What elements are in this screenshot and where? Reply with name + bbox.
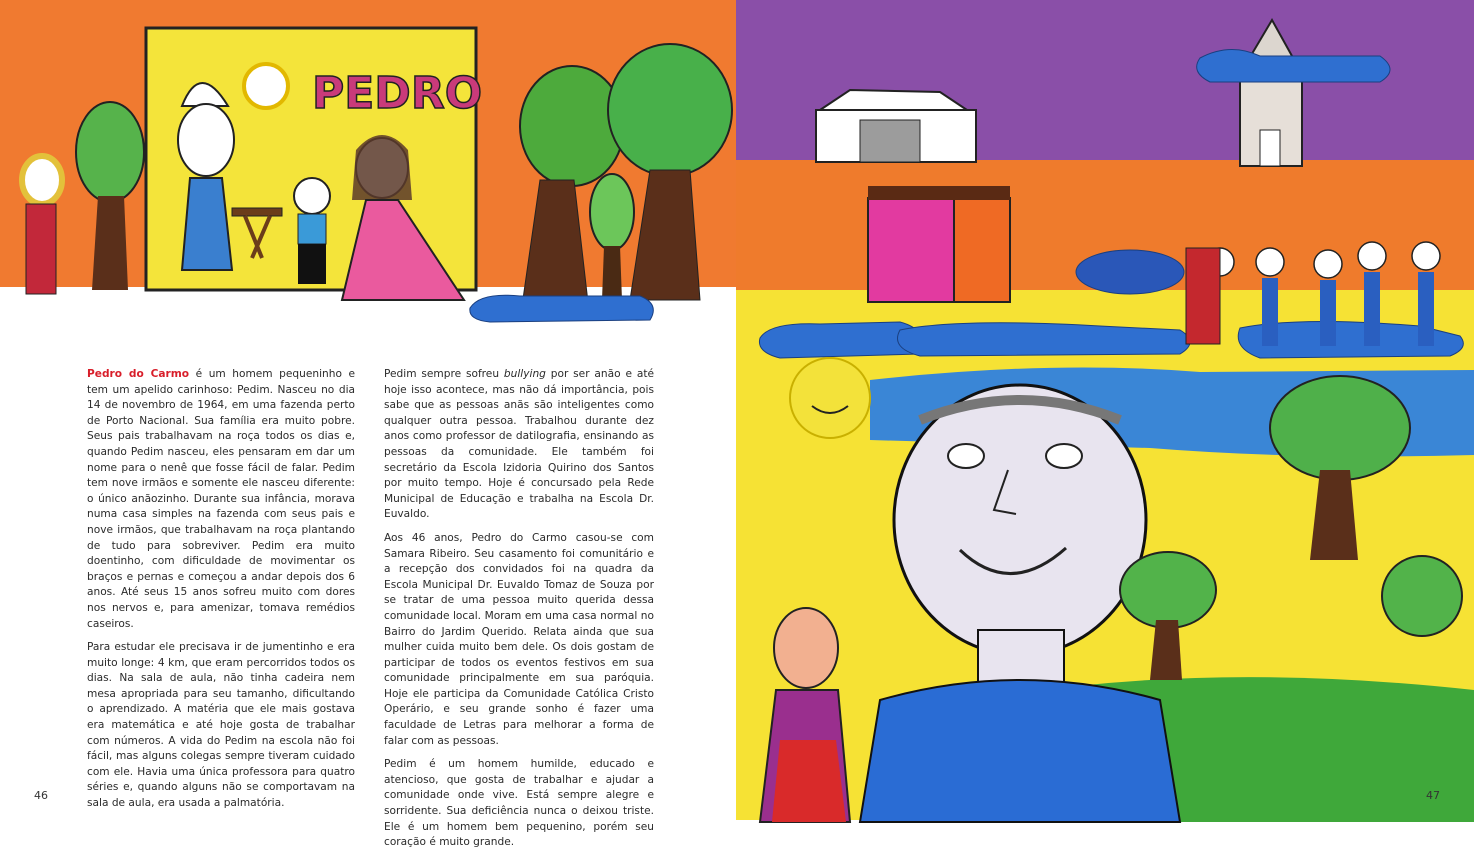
person-name: Pedro do Carmo bbox=[87, 368, 190, 380]
text-column-right bbox=[384, 367, 654, 859]
paragraph-text: por ser anão e até hoje isso acontece, mas não dá importância, pois sabe que as pessoas anãs são inteligentes como qualquer outra pessoa. Trabalhou durante dez anos como professor de datilografia, ensinando as pessoas da comunidade. Ele também foi secretário da Escola Izidoria Quirino dos Santos por muito tempo. Hoje é concursado pela Rede Municipal de Educação e trabalha na Escola Dr. Euvaldo. bbox=[384, 368, 654, 521]
paragraph-text: Pedim sempre sofreu bbox=[384, 368, 504, 380]
text-column-left bbox=[87, 367, 355, 820]
paragraph-text: é um homem pequeninho e tem um apelido carinhoso: Pedim. Nasceu no dia 14 de novembro de 1964, em uma fazenda perto de Porto Nacional. Sua família era muito pobre. Seus pais trabalhavam na roça todos os dias e, quando Pedim nasceu, eles pensaram em dar um nome para o nenê que fosse fácil de falar. Pedim tem nove irmãos e somente ele nasceu diferente: o único anãozinho. Durante sua infância, morava numa casa simples na fazenda com seus pais e nove irmãos, que trabalhavam na roça plantando de tudo para sobreviver. Pedim era muito doentinho, com dificuldade de movimentar os braços e pernas e começou a andar depois dos 6 anos. Até seus 15 anos sofreu muito com dores nos nervos e, para amenizar, tomava remédios caseiros. bbox=[87, 368, 355, 630]
paragraph: Para estudar ele precisava ir de jumentinho e era muito longe: 4 km, que eram percorridos todos os dias. Na sala de aula, não tinha cadeira nem mesa apropriada para seu tamanho, dificultando o aprendizado. A matéria que ele mais gostava era matemática e até hoje gosta de trabalhar com números. A vida do Pedim na escola não foi fácil, mas alguns colegas sempre tiveram cuidado com ele. Havia uma única professora para quatro séries e, quando alguns não se comportavam na sala de aula, era usada a palmatória. bbox=[87, 641, 355, 810]
paragraph bbox=[87, 367, 355, 632]
paragraph: Pedim é um homem humilde, educado e atencioso, que gosta de trabalhar e ajudar a comunidade onde vive. Está sempre alegre e sorridente. Sua deficiência nunca o deixou triste. Ele é um homem bem pequenino, porém seu coração é muito grande. bbox=[384, 758, 654, 849]
page-number-left: 46 bbox=[34, 789, 48, 802]
paragraph bbox=[384, 367, 654, 523]
pedro-banner: PEDRO bbox=[312, 68, 483, 119]
page-number-right: 47 bbox=[1426, 789, 1440, 802]
paragraph: Aos 46 anos, Pedro do Carmo casou-se com Samara Ribeiro. Seu casamento foi comunitário e a recepção dos convidados foi na quadra da Escola Municipal Dr. Euvaldo Tomaz de Souza por se tratar de uma pessoa muito querida dessa comunidade local. Moram em uma casa normal no Bairro do Jardim Querido. Relata ainda que sua mulher cuida muito bem dele. Os dois gostam de participar de todos os eventos festivos em sua comunidade principalmente em sua paróquia. Hoje ele participa da Comunidade Católica Cristo Operário, e seu grande sonho é fazer uma faculdade de Letras para melhorar a forma de falar com as pessoas. bbox=[384, 531, 654, 747]
emphasis-text: bullying bbox=[503, 368, 546, 380]
